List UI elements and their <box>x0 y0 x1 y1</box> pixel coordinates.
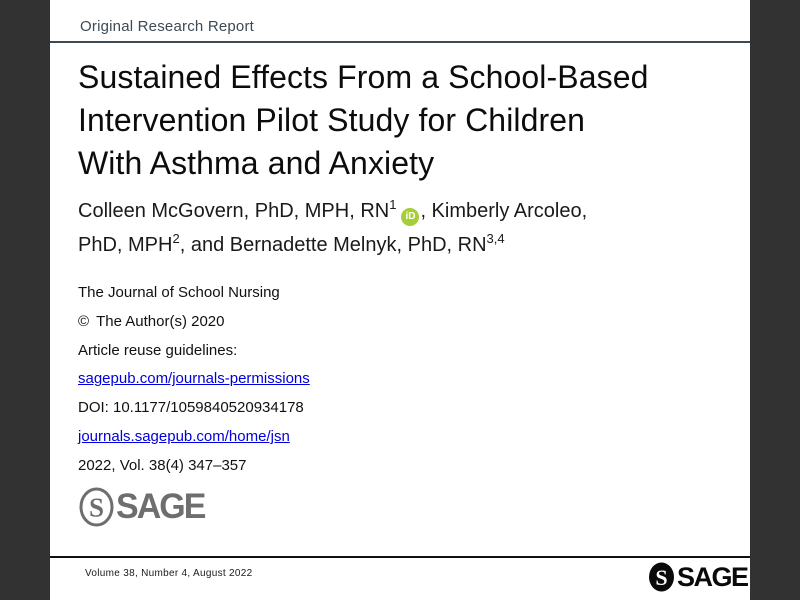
citation-line: 2022, Vol. 38(4) 347–357 <box>78 456 247 474</box>
author-3-name: , and Bernadette Melnyk, PhD, RN <box>179 234 487 256</box>
permissions-link[interactable]: sagepub.com/journals-permissions <box>78 370 310 388</box>
reuse-guidelines-row <box>78 365 498 394</box>
journal-info-block <box>78 279 498 481</box>
svg-text:S: S <box>655 565 668 590</box>
article-title-line-3: With Asthma and Anxiety <box>78 145 435 181</box>
author-1-affiliation-sup: 1 <box>389 197 397 212</box>
author-byline <box>78 194 718 262</box>
journal-home-link[interactable]: journals.sagepub.com/home/jsn <box>78 427 290 445</box>
article-title-line-2: Intervention Pilot Study for Children <box>78 102 586 138</box>
sage-monogram-icon <box>78 487 115 527</box>
orcid-icon[interactable]: iD <box>401 208 419 226</box>
header-rule <box>50 41 750 43</box>
sage-footer-logo <box>647 561 748 593</box>
author-2-name: , Kimberly Arcoleo, <box>420 200 588 222</box>
article-title-line-1: Sustained Effects From a School-Based <box>78 59 649 95</box>
article-page <box>50 0 750 600</box>
sage-footer-monogram-icon <box>647 561 676 593</box>
svg-text:S: S <box>88 492 105 523</box>
article-type-label: Original Research Report <box>80 18 255 35</box>
author-2-degrees: PhD, MPH <box>78 234 173 256</box>
sage-wordmark: SAGE <box>116 487 205 526</box>
copyright-line <box>78 308 498 337</box>
article-title <box>78 56 738 185</box>
author-3-affiliation-sup: 3,4 <box>486 231 505 246</box>
footer-rule <box>50 556 750 558</box>
sage-footer-wordmark: SAGE <box>677 561 748 592</box>
journal-home-row <box>78 423 498 452</box>
author-2-affiliation-sup: 2 <box>172 231 180 246</box>
copyright-symbol: © <box>78 312 90 330</box>
sage-publisher-logo <box>78 487 207 527</box>
footer-issue-line: Volume 38, Number 4, August 2022 <box>85 568 253 579</box>
author-1-name: Colleen McGovern, PhD, MPH, RN <box>78 200 390 222</box>
doi-line: DOI: 10.1177/1059840520934178 <box>78 399 304 417</box>
copyright-text: The Author(s) 2020 <box>96 312 225 330</box>
journal-name: The Journal of School Nursing <box>78 284 280 301</box>
reuse-guidelines-label: Article reuse guidelines: <box>78 341 238 359</box>
